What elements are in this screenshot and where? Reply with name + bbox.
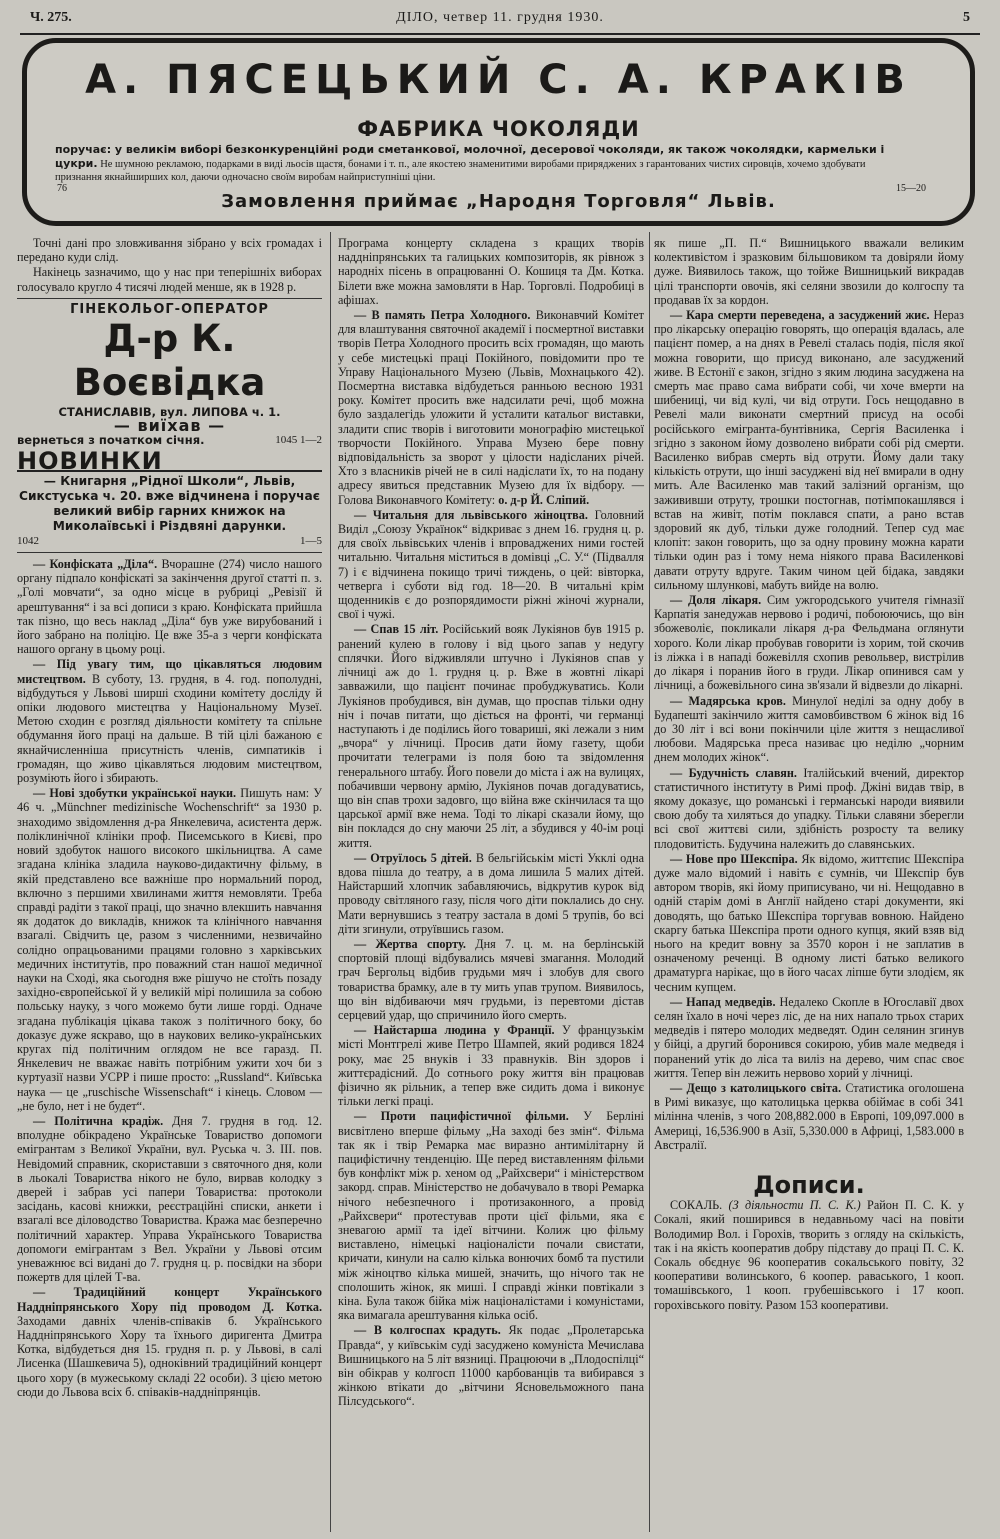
news-item-head: — Мадярська кров. bbox=[670, 693, 786, 708]
news-item-text: Російський вояк Лукіянов був 1915 р. ранений кулею в голову і від цього запав у недугу сплячки. Його відживляли штучно і Лукіянов спав у лічниці аж до 1. грудня ц. р. Вже в жовтні лікарі завважили, що пацієнт починає пробуджуватись. Коли Лукіянов пробудився, він думав, що проспав тільки одну ніч і почав питати, що діється на фронті, чи германці наступають і де поділись його товариші, які лежали з ним „вчора“ у лічниці. Просив дати йому газету, щоби прочитати телеграми із поля бою та звідомлення генерального штабу. Його повели до міста і аж на вулицях, побачивши червону армію, Лукіянов почав догадуватись, що він спав трохи задовго, що війна вже скінчилася та що царської армії вже нема. Тоді то лікарі сказали йому, що він покладся до сну маючи 25 літ, а збудився у 40-ім році життя. bbox=[338, 622, 645, 850]
news-item-text: Дня 7. ц. м. на берлінській спортовій площі відбувались мячеві змагання. Молодий грач Бергольц відбив грудьми мяч і злобув для свого товариства брамку, але в ту мить упав трупом. Виявилось, що він відбиваючи мяч грудьми, із перевтоми дістав серцевий удар, що спричинило його смерть. bbox=[338, 936, 644, 1022]
chocolate-factory-ad bbox=[22, 38, 975, 226]
news-item bbox=[338, 1323, 644, 1408]
news-item-text: Недалеко Скопле в Югославії двох селян їхало в ночі через ліс, де на них напало трьох старих медведів і пятеро молодих медведят. Один селянин згинув у бійці, а другий боронився сокирою, убив мале медведя і поранений утік до ліса та виліз на дерево, чим спас своє життя. Тепер він лежить нервово хорий у лічниці. bbox=[654, 994, 965, 1080]
news-item-text: Сим ужгородського учителя гімназії Карпатія занедужав нервово і родичі, побоюючись, що він збожеволіє, покликали лікаря д-ра Фельдмана оглянути хорого. Коли лікар пробував говорити із хорим, той скочив із ліжка і в нападі божевілля схопив револьвер, вистрілив до лікаря і поранив його в груди. Лікар опинився сам у лічниці, а божевільного сина зв'язали й відвезли до лікарні. bbox=[654, 593, 965, 693]
header-rule bbox=[20, 33, 980, 35]
news-item-head: — Конфіската „Діла“. bbox=[33, 557, 158, 572]
page-number: 5 bbox=[963, 10, 970, 25]
dopys-item bbox=[654, 1198, 964, 1312]
separator bbox=[17, 298, 322, 299]
doctor-away: — виїхав — bbox=[113, 416, 226, 436]
news-item bbox=[338, 508, 644, 622]
news-item bbox=[654, 766, 964, 851]
news-item bbox=[17, 1114, 322, 1284]
column-3 bbox=[654, 236, 964, 1313]
news-item bbox=[654, 995, 964, 1080]
news-item-head: — Найстарша людина у Франції. bbox=[354, 1023, 555, 1038]
news-item bbox=[654, 852, 964, 994]
ad-order-line: Замовлення приймає „Народня Торговля“ Львів. bbox=[221, 191, 776, 212]
news-item bbox=[654, 308, 964, 592]
doctor-ad bbox=[17, 303, 322, 448]
dopys-subtitle: (З діяльности П. С. К.) bbox=[728, 1198, 861, 1213]
news-item-head: — Нові здобутки української науки. bbox=[33, 786, 237, 801]
news-item-text: Пишуть нам: У 46 ч. „Münchner medizinische Wochenschrift“ за 1930 р. знаходимо звідомлення д-ра Янкелевича, асистента держ. поліклинічної клініки проф. Писемського в Києві, про новий здобуток нашого високого шкільництва. А саме згадана клініка зладила науково-дидактичну фільму, в якій представлено все важніше про нормальний пород, включно з першими хвилинами життя немовляти. Треба справді радіти з такої праці, що значно влекшить навчання як додаток до викладів, книжок та клінічного навчання взагалі. Свідчить це, разом з численними, незвичайно солідно опрацьованими працями головно з харківських медичних інститутів, про поважний стан нашої медичної науки на Сході, яка сьогодня вже рішучо не стоїть позаду західно-європейської й у великій мірі полишила за собою польську науку, з чого можемо бути лише горді. Одначе згадана публікація цікава також з політичного боку, бо доказує дуже яскраво, що в наукових велико-українських кругах під політичним оглядом не все гаразд. П. Янкелевич не вважає навіть потрібним ужити хоч би з куртуазії назви УСРР і пише просто: „Russland“. Київська наука — це „ruschische Wissenschaft“ і кінець. Словом — „не було, нет і не будет“. bbox=[17, 786, 322, 1113]
news-heading: НОВИНКИ bbox=[17, 454, 322, 472]
news-item-head: — Нове про Шекспіра. bbox=[670, 851, 798, 866]
news-item bbox=[654, 694, 964, 765]
doctor-ad-code: 1045 1—2 bbox=[275, 434, 322, 447]
column-divider bbox=[330, 232, 331, 1532]
news-item-text: Заходами давніх членів-співаків б. Українського Наддніпрянського Хору та їхнього диригента Дмитра Котка, відбудеться дня 15. грудня п. р. у Львові, в салі Лисенка (Шашкевича 5), одноківний традиційний концерт цього хору (в мужеському складі 22 особи). З цією метою сюди до Львова всіх б. співаків-наддніпрянців. bbox=[17, 1313, 322, 1399]
news-item bbox=[17, 786, 322, 1113]
ad-code-right: 15—20 bbox=[896, 183, 926, 194]
news-item-text: Італійський вчений, директор статистичного інституту в Римі проф. Джіні видав твір, в якому доказує, що романські і германські народи виявили свою добу та хиляться до упадку. Тільки славяни зберегли всі свої життєві сили, здібність розросту та велику плодовитість. Будучина належить до славянських. bbox=[654, 765, 964, 851]
masthead-date: ДІЛО, четвер 11. грудня 1930. bbox=[396, 10, 604, 25]
kolhosp-continuation: як пише „П. П.“ Вишницького вважали великим колективістом і зразковим більшовиком та довіряли йому дуже. Виявилось також, що тойже Вишницький викрадав цілі транспорти овочів, які селяни звозили до колгоспу та продавав їх за кордон. bbox=[654, 236, 964, 307]
news-item-text: У Берліні висвітлено вперше фільму „На заході без змін“. Фільма так як і твір Ремарка має виразно антимілітарну й пацифістичну тенденцію. Ще перед виставленням фільми був конфлікт між р. хеном од „Райхсвери“ і міністерством закорд. справ. Міністерство не добачувало в творі Ремарка нічого небезпечного і протизаконного, а провід „Райхсвери“ протестував проти цієї фільми, яка є зневагою армії та ідеї вітчини. Колиж цю фільму виставлено, німецькі націоналісти почали свистати, кричати, кинули на салю кілька вонючих бомб та пустили між жіноцтво кілька мишей, значить, що нічого так не сполошить жінок, як миші. І справді жінки повтікали з кіна. Була також бійка між націоналістами і комуністами, яка вимагала арештування кілька осіб. bbox=[338, 1109, 644, 1323]
news-item bbox=[17, 557, 322, 656]
news-item-text: Як подає „Пролетарська Правда“, у київськім суді засуджено комуніста Мечислава Вишницького на 5 літ вязниці. Працюючи в „Плодоспілці“ він обікрав у колгосп 11000 карбованців та вибирався з жінкою втікати до „вітчини Ясновельможного пана Пілсудського“. bbox=[338, 1323, 644, 1409]
news-item-head: — Спав 15 літ. bbox=[354, 622, 439, 637]
bookstore-code-right: 1—5 bbox=[300, 534, 322, 547]
doctor-address: СТАНИСЛАВІВ, вул. ЛИПОВА ч. 1. bbox=[58, 405, 281, 420]
news-item bbox=[338, 851, 644, 936]
bookstore-code-left: 1042 bbox=[17, 534, 39, 547]
separator bbox=[17, 552, 322, 553]
news-item-head: — Традиційний концерт Українського Наддніпрянського Хору під проводом Д. Котка. bbox=[17, 1285, 322, 1314]
news-item-head: — Кара смерти переведена, а засуджений жиє. bbox=[670, 308, 930, 323]
news-item-text: Нераз про лікарську операцію говорять, що операція вдалась, але пацієнт помер, а на днях в Ревелі сталась подія, після якої можна говорити, що присуд виконано, але засуджений живе. В Естонії є закон, згідно з яким людина засуджена на смерть має право сама вибрати собі, чи хоче вмерти на шибениці, чи від кулі, чи від отрути. Гось нещодавно в Ревелі мали виконати смертний присуд на особі російського емігранта-бунтівника, Сергія Василенка і згідно з законом йому дозволено вибрати собі рід смерти. Василенко вибрав смерть від отрути. Йому дали таку кількість отрути, що інші засуджені від неї вмирали в одну мить. Але Василенко мав такий залізний організм, що зажививши отруту, трошки постогнав, потімпокашлявся і встав на живіт, потім поклався спати, а рано встав здоровий як дуб, тільки дуже голодний. Тепер суд має клопіт: закон говорить, що за одну провину можна карати тільки один раз і тому нема ніякого права Василенкові давати отруту вдруге. Таким чином цей бідака, завдяки сильному шлункові, мабуть вийде на волю. bbox=[654, 308, 964, 592]
news-item-head: — Отруїлось 5 дітей. bbox=[354, 850, 472, 865]
news-item-head: — Читальня для львівського жіноцтва. bbox=[354, 507, 588, 522]
news-item bbox=[338, 1109, 644, 1322]
news-item-head: — Жертва спорту. bbox=[354, 936, 466, 951]
news-item bbox=[338, 1023, 644, 1108]
news-item bbox=[17, 1285, 322, 1399]
column-divider bbox=[649, 232, 650, 1532]
news-item-head: — Напад медведів. bbox=[670, 994, 776, 1009]
news-item-text: Минулої неділі за одну добу в Будапешті закінчило життя самовбивством 6 жінок від 16 до 30 літ і всі вони покінчили ціле життя з нещасливої любови. Мадярська преса називає цю неділю „чорним днем молодих жінок“. bbox=[654, 693, 965, 765]
news-item bbox=[338, 308, 644, 507]
dopys-text: Район П. С. К. у Сокалі, який поширився в недавньому часі на повіти Володимир Вол. і Горохів, творить з огляду на скількість, так і на якість кооператив добру підставу до праці П. С. К. Сокаль обєднує 96 кооператив сокальського повіту, 32 кооперативи волинського, 6 коопер. раваського, 1 кооп. томашівського, 1 кооп. грубешівського і 17 кооп. горохівського повіту. Разом 153 кооперативи. bbox=[654, 1198, 965, 1312]
news-item-text: В бельгійськім місті Укклі одна вдова пішла до театру, а в дома лишила 5 малих дітей. Найстарший хлопчик забавляючись, відкрутив курок від проводу світляного газу, після чого діти поклались до сну. Мати вернувшись з театру застала в домі 5 трупів, бо всі діти згинули, отруївшись газом. bbox=[338, 850, 644, 936]
running-header bbox=[30, 10, 970, 32]
news-item-text: Дня 7. грудня в год. 12. вполудне обікрадено Українське Товариство допомоги емігрантам з Великої України, вул. Руська ч. 3. ІІІ. пов. Невідомий справник, скориставши з святочного дня, коли в льокалі Товариства нікого не було, вирвав колодку з дверей і забрав усі папери Товариства: протоколи засідань, касові книжки, реєстраційні списки, анкети і взагалі все діловодство Товариства. Кража має безперечно політичний характер. Управа Українського Товариства допомоги емігрантам з Вел. України у Львові отсим уневажнює всі видані до 7. грудня ц. р. посвідки на збори пожертв для цілей Т-ва. bbox=[17, 1113, 322, 1285]
column-1 bbox=[17, 236, 322, 1400]
news-item bbox=[338, 937, 644, 1022]
news-item bbox=[338, 622, 644, 849]
dopysy-heading: Дописи. bbox=[753, 1171, 865, 1199]
doctor-title: ГІНЕКОЛЬОГ-ОПЕРАТОР bbox=[70, 301, 269, 317]
news-item-text: У французькім місті Монтгрелі живе Петро Шампей, який родився 1824 року, має 25 внуків і 33 правнуків. Він здоров і життєрадісний. До сотнього року життя він працював фізично як рільник, а тепер вже сидить дома і виконує тільки легкі праці. bbox=[338, 1023, 645, 1109]
news-item-text: Головний Виділ „Союзу Українок“ відкриває з днем 16. грудня ц. р. для своїх львівських членів і впроваджених ними гостей читальню. Читальня міститься в домівці „С. У.“ (Підвалля 7) і є відчинена покищо тричі тиждень, о цей: вівторка, четверга і суботи від год. 18—20. В читальні крім щоденників є до розпорядимости ріжні жіночі журнали, свої і чужі. bbox=[338, 507, 645, 622]
news-item-head: — Під увагу тим, що цікавляться людовим мистецтвом. bbox=[17, 657, 322, 686]
news-item-signature: о. д-р Й. Сліпий. bbox=[498, 492, 590, 507]
news-item-head: — Будучність славян. bbox=[670, 765, 797, 780]
news-item-text: Вчорашне (274) число нашого органу підпало конфіскаті за закінчення другої статті п. з. „Голі мовчати“, за одно місце в рубриці „Ревізії й арештування“ і за всі дописи з краю. Конфіската прийшла так пізно, що весь наклад „Діла“ був уже вирубований і його забрано на поліцію. Це вже 35-а з черги конфіската нашого органу в цьому році. bbox=[17, 557, 323, 657]
ad-code-left: 76 bbox=[57, 183, 67, 194]
news-item bbox=[654, 593, 964, 692]
news-item-text: В суботу, 13. грудня, в 4. год. пополудні, відбудуться у Львові ширші сходини комітету досліду й опіки людового мистецтва у Національному Музеї. Метою сходин є розгляд діяльности комітету та спільне обдумання його праці на дальше. В тій цілі бажаною є якнайчисленніша присутність членів, симпатиків і громадян, що живо цікавляться людовим мистецтвом, розуміють його і збирають. bbox=[17, 671, 322, 786]
bookstore-ad-codes bbox=[17, 534, 322, 548]
news-item-head: — Проти пацифістичної фільми. bbox=[354, 1109, 569, 1124]
news-item bbox=[17, 657, 322, 785]
news-item-text: Як відомо, життєпис Шекспіра дуже мало відомий і навіть є сумнів, чи Шекспір був автором творів, які йому приписувано, чи ні. Нещодавно в одній старім домі в Англії найдено старі документи, які доводять, що батько Шекспіра торгував вовною. Найдено скаргу батька Шекспіра проти одного купця, який взяв від нього на кредит вовну за 3570 корон і не заплатив в означеному реченці. В одному листі батько великого драматурга нарікає, що в його часах ліпше бути злодієм, як чесним купцем. bbox=[654, 851, 965, 994]
ad-body bbox=[55, 143, 915, 184]
news-item-head: — Дещо з католицького світа. bbox=[670, 1080, 842, 1095]
doctor-name: Д-р К. Воєвідка bbox=[73, 317, 266, 405]
ad-company-name: А. ПЯСЕЦЬКИЙ С. А. КРАКІВ bbox=[85, 57, 912, 103]
ad-body-text: Не шумною рекламою, подарками в виді льосів щастя, бонами і т. п., але якостею знаменитими виробами приряджених з гарантованих чистих сировців, хочемо здобувати признання якнайширших кол, даючи одночасно своїм виробам найприступніші ціни. bbox=[55, 159, 866, 183]
news-item bbox=[654, 1081, 964, 1152]
column-2 bbox=[338, 236, 644, 1410]
intro-paragraph: Точні дані про зловживання зібрано у всіх громадах і передано куди слід. bbox=[17, 236, 322, 265]
dopys-place: СОКАЛЬ. bbox=[670, 1198, 723, 1213]
news-item-head: — Доля лікаря. bbox=[670, 593, 762, 608]
intro-paragraph: Накінець зазначимо, що у нас при теперішніх виборах голосувало кругло 4 тисячі людей менше, як в 1928 р. bbox=[17, 265, 322, 294]
news-item-text: Статистика оголошена в Римі виказує, що католицька церква обіймає в собі 341 мілінна членів, з чого 208,882.000 в Европі, 109,097.000 в Америці, 16,536.900 в Азії, 5,330.000 в Африці, 1,583.000 в Австралії. bbox=[654, 1080, 965, 1152]
news-item-head: — В память Петра Холодного. bbox=[354, 308, 531, 323]
doctor-returns: вернеться з початком січня. bbox=[17, 433, 205, 448]
concert-continuation: Програма концерту складена з кращих творів наддніпрянських та галицьких композиторів, як рівнож з народніх пісень в опрацюванні О. Кошиця та Дм. Котка. Білети вже можна замовляти в Нар. Торговлі. Подробиці в афішах. bbox=[338, 236, 644, 307]
news-item-text: Виконавчий Комітет для влаштування святочної академії і посмертної виставки творів Петра Холодного просить всіх громадян, що мають у себе мистецькі праці Покійного, повідомити про те Управу Національного Музею (Львів, Мохнацького 42). Посмертна виставка відбудеться ранньою весною 1931 року. Комітет просить вже надсилати речі, щоб можна було заздалегідь уложити й усталити катальог виставки, зладити спис творів і виготовити монографію мистецької творчости Покійного. Управа Музею бере повну відповідальність за зворот у цілости надісланих річей. Хто з власників річей не в силі надіслати їх, то на подану адресу явиться представник Музею для їх відбору. — Голова Виконавчого Комітету: bbox=[338, 308, 644, 507]
ad-body-bold: поручає: у великім виборі безконкуренційні роди сметанкової, молочної, десерової чоколяди, як також чоколядки, кармельки і цукри. bbox=[55, 143, 885, 170]
ad-subtitle: ФАБРИКА ЧОКОЛЯДИ bbox=[357, 117, 640, 141]
news-item-head: — Політична крадіж. bbox=[33, 1113, 164, 1128]
news-item-head: — В колгоспах крадуть. bbox=[354, 1323, 501, 1338]
issue-number: Ч. 275. bbox=[30, 10, 72, 25]
bookstore-ad: — Книгарня „Рідної Школи“, Львів, Сикстуська ч. 20. вже відчинена і поручає великий вибір гарних книжок на Миколаївські і Різдвяні дарунки. bbox=[19, 473, 320, 533]
